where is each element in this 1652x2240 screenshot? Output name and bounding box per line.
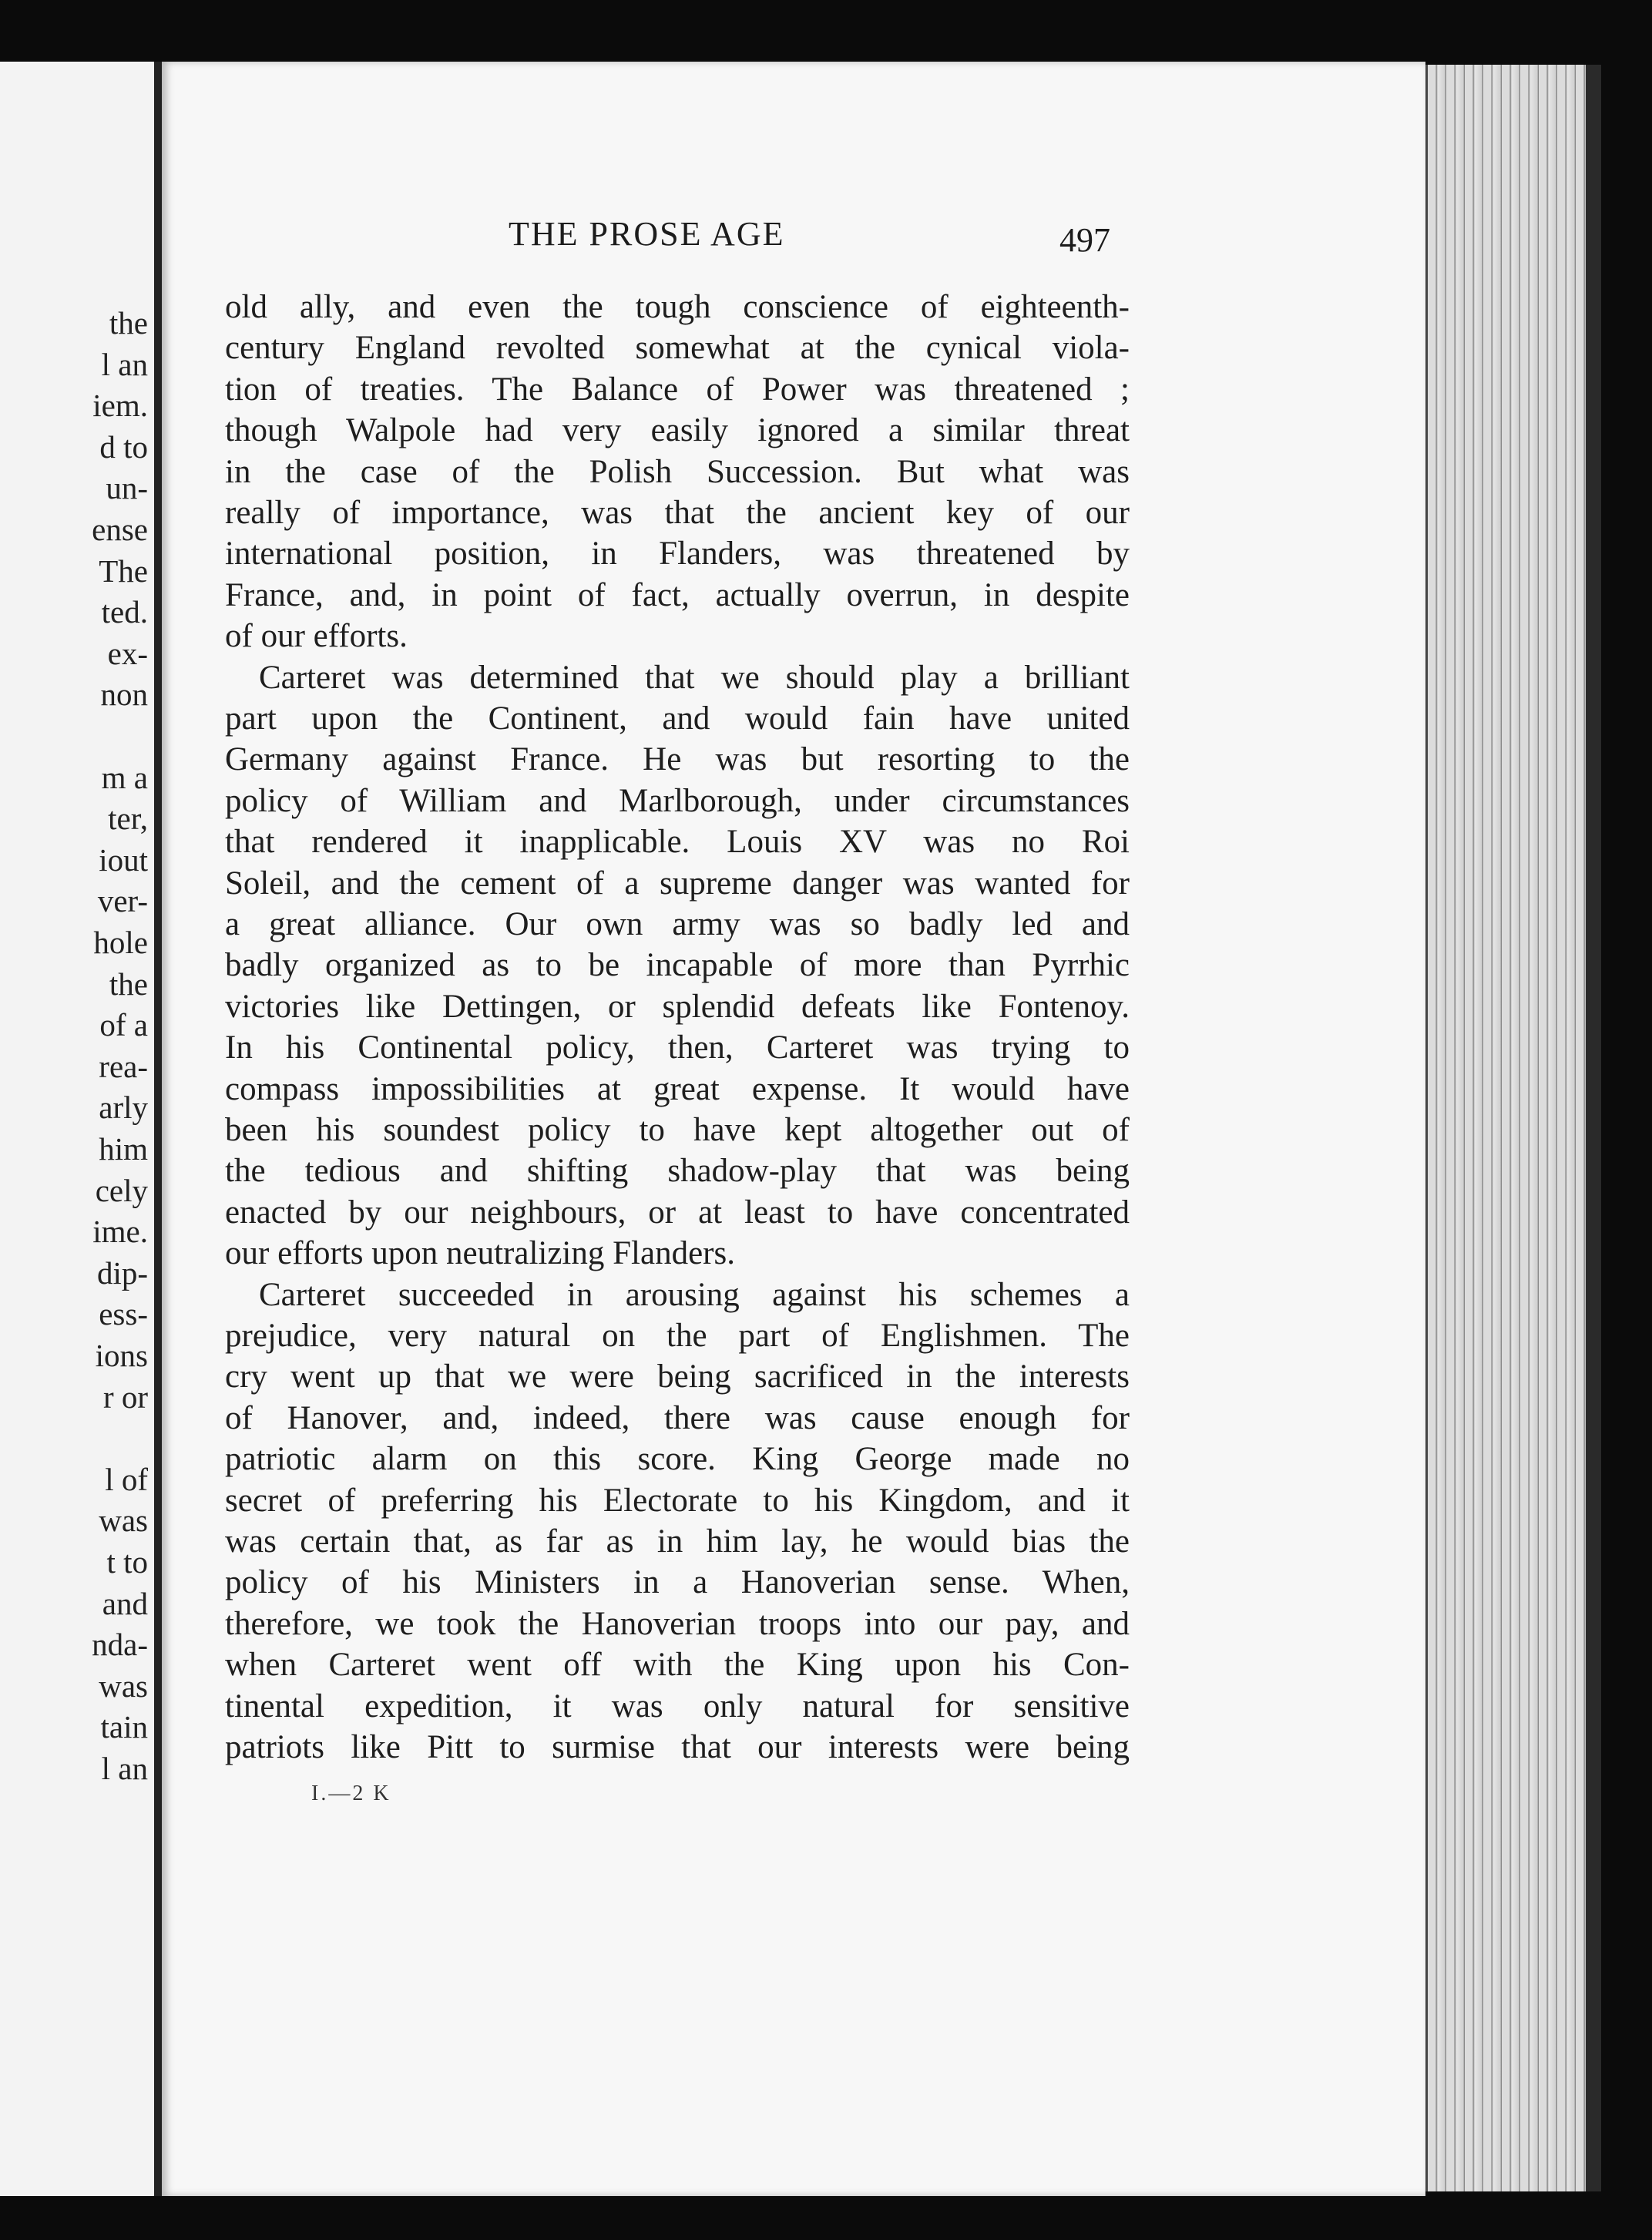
body-text-line: compass impossibilities at great expense. It would have bbox=[225, 1070, 1130, 1107]
body-text-line: of our efforts. bbox=[225, 618, 408, 655]
left-page-line: iout bbox=[99, 841, 148, 878]
left-page-line: un- bbox=[106, 470, 148, 506]
body-text-line: Germany against France. He was but resorting to the bbox=[225, 741, 1130, 778]
body-text-line: century England revolted somewhat at the cynical viola- bbox=[225, 330, 1130, 367]
body-text-line: been his soundest policy to have kept altogether out of bbox=[225, 1112, 1130, 1148]
left-page-line: ense bbox=[92, 512, 148, 547]
left-page-line: m a bbox=[101, 759, 148, 795]
body-text-line: old ally, and even the tough conscience of eighteenth- bbox=[225, 289, 1130, 325]
left-page-line: l of bbox=[105, 1461, 148, 1497]
body-text-line: policy of his Ministers in a Hanoverian sense. When, bbox=[225, 1564, 1130, 1601]
left-page-line: The bbox=[99, 552, 148, 589]
left-page-line: ted. bbox=[101, 594, 148, 630]
body-text-line: of Hanover, and, indeed, there was cause enough for bbox=[225, 1399, 1130, 1436]
body-text-line: In his Continental policy, then, Carteret was trying to bbox=[225, 1029, 1130, 1066]
body-text-line: that rendered it inapplicable. Louis XV was no Roi bbox=[225, 824, 1130, 861]
body-text-line: was certain that, as far as in him lay, he would bias the bbox=[225, 1523, 1130, 1560]
body-text-line: our efforts upon neutralizing Flanders. bbox=[225, 1235, 735, 1272]
left-page-line: arly bbox=[99, 1090, 148, 1126]
left-page-line: r or bbox=[102, 1379, 148, 1415]
body-text-line: though Walpole had very easily ignored a similar threat bbox=[225, 412, 1130, 449]
body-text-line: prejudice, very natural on the part of Englishmen. The bbox=[225, 1318, 1130, 1354]
left-page-line: and bbox=[102, 1585, 148, 1621]
body-text-line: really of importance, was that the ancient key of our bbox=[225, 495, 1130, 531]
body-text-line: in the case of the Polish Succession. But what was bbox=[225, 453, 1130, 490]
left-page-line: the bbox=[109, 305, 148, 341]
body-text-line: victories like Dettingen, or splendid defeats like Fontenoy. bbox=[225, 988, 1130, 1025]
body-text-line: international position, in Flanders, was threatened by bbox=[225, 536, 1130, 573]
body-text-line: patriots like Pitt to surmise that our interests were being bbox=[225, 1729, 1130, 1765]
body-text-line: secret of preferring his Electorate to his Kingdom, and it bbox=[225, 1482, 1130, 1519]
body-text-line: tinental expedition, it was only natural for sensitive bbox=[225, 1688, 1130, 1724]
left-page-line: him bbox=[99, 1131, 148, 1167]
left-page-line: tain bbox=[100, 1709, 148, 1745]
left-page-line: ver- bbox=[97, 883, 148, 919]
body-text-line: tion of treaties. The Balance of Power was threatened ; bbox=[225, 371, 1130, 408]
left-page-line: was bbox=[99, 1503, 148, 1539]
left-page-line: non bbox=[100, 677, 148, 713]
left-page-line: dip- bbox=[96, 1254, 148, 1291]
left-page-line: the bbox=[109, 966, 148, 1002]
running-head: THE PROSE AGE bbox=[509, 215, 785, 253]
left-page-line: t to bbox=[106, 1544, 148, 1580]
left-page-line: ter, bbox=[108, 801, 148, 837]
left-page-line: iem. bbox=[92, 388, 148, 424]
body-text-line: patriotic alarm on this score. King George made no bbox=[225, 1441, 1130, 1478]
body-text-line: enacted by our neighbours, or at least to have concentrated bbox=[225, 1194, 1130, 1231]
left-page-line: l an bbox=[101, 346, 148, 382]
body-text-line: a great alliance. Our own army was so badly led and bbox=[225, 906, 1130, 942]
body-text-line: Carteret succeeded in arousing against his schemes a bbox=[259, 1276, 1130, 1313]
left-page-line: cely bbox=[95, 1172, 148, 1208]
left-page-line: was bbox=[99, 1667, 148, 1704]
left-page-line: ess- bbox=[99, 1296, 148, 1332]
left-page-line: ions bbox=[95, 1338, 148, 1373]
left-page-line: ime. bbox=[92, 1214, 148, 1250]
printer-signature-mark: I.—2 K bbox=[311, 1782, 391, 1805]
left-page-line: d to bbox=[99, 428, 148, 465]
body-text-line: France, and, in point of fact, actually overrun, in despite bbox=[225, 576, 1130, 613]
body-text-line: the tedious and shifting shadow-play that was being bbox=[225, 1153, 1130, 1190]
left-page-line: rea- bbox=[99, 1048, 148, 1084]
body-text-line: therefore, we took the Hanoverian troops into our pay, and bbox=[225, 1605, 1130, 1642]
left-page-line: of a bbox=[99, 1007, 148, 1043]
page-fore-edge bbox=[1425, 65, 1590, 2191]
left-page-line: ex- bbox=[107, 635, 148, 671]
left-page-fragment bbox=[0, 62, 162, 2196]
left-page-line: nda- bbox=[92, 1627, 148, 1663]
page-number: 497 bbox=[1059, 221, 1110, 259]
body-text-line: when Carteret went off with the King upon his Con- bbox=[225, 1647, 1130, 1684]
body-text-line: part upon the Continent, and would fain have united bbox=[225, 700, 1130, 737]
page-header bbox=[0, 214, 1652, 260]
body-text-line: badly organized as to be incapable of more than Pyrrhic bbox=[225, 947, 1130, 984]
left-page-line: hole bbox=[93, 925, 148, 960]
body-text-line: Carteret was determined that we should play a brilliant bbox=[259, 659, 1130, 696]
left-page-line: l an bbox=[101, 1751, 148, 1786]
body-text-line: cry went up that we were being sacrificed in the interests bbox=[225, 1358, 1130, 1395]
book-edge-shadow bbox=[1586, 65, 1601, 2191]
body-text-line: Soleil, and the cement of a supreme danger was wanted for bbox=[225, 865, 1130, 902]
body-text-line: policy of William and Marlborough, under circumstances bbox=[225, 782, 1130, 819]
